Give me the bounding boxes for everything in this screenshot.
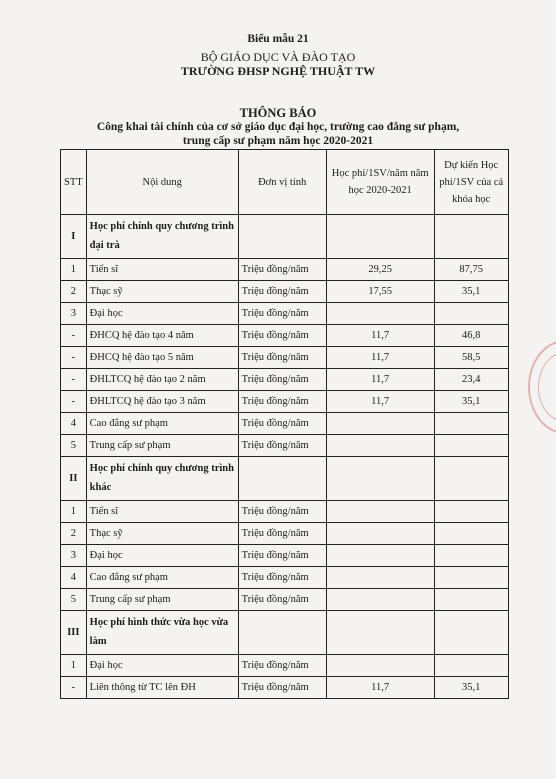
cell-unit: Triệu đồng/năm bbox=[238, 589, 326, 611]
cell-fee-per-year bbox=[326, 589, 434, 611]
cell-content: Học phí hình thức vừa học vừa làm bbox=[86, 611, 238, 655]
notice-subtitle-line2: trung cấp sư phạm năm học 2020-2021 bbox=[182, 135, 374, 147]
cell-unit: Triệu đồng/năm bbox=[238, 567, 326, 589]
cell-content: Đại học bbox=[86, 655, 238, 677]
table-header-row bbox=[61, 150, 509, 215]
cell-unit: Triệu đồng/năm bbox=[238, 677, 326, 699]
column-header-fee-per-course: Dự kiến Học phí/1SV của cả khóa học bbox=[434, 150, 508, 215]
cell-content: Học phí chính quy chương trình khác bbox=[86, 457, 238, 501]
cell-fee-per-year bbox=[326, 303, 434, 325]
cell-stt: 1 bbox=[61, 655, 87, 677]
table-row bbox=[61, 303, 509, 325]
cell-fee-per-year bbox=[326, 523, 434, 545]
cell-fee-per-course bbox=[434, 655, 508, 677]
column-header-unit: Đơn vị tính bbox=[238, 150, 326, 215]
cell-fee-per-year bbox=[326, 611, 434, 655]
cell-stt: II bbox=[61, 457, 87, 501]
cell-stt: I bbox=[61, 215, 87, 259]
cell-unit: Triệu đồng/năm bbox=[238, 347, 326, 369]
cell-stt: 3 bbox=[61, 303, 87, 325]
cell-content: Tiến sĩ bbox=[86, 259, 238, 281]
cell-unit: Triệu đồng/năm bbox=[238, 545, 326, 567]
cell-fee-per-course: 23,4 bbox=[434, 369, 508, 391]
cell-unit bbox=[238, 611, 326, 655]
table-row bbox=[61, 567, 509, 589]
cell-fee-per-course bbox=[434, 457, 508, 501]
cell-unit: Triệu đồng/năm bbox=[238, 259, 326, 281]
table-row bbox=[61, 347, 509, 369]
cell-content: Cao đẳng sư phạm bbox=[86, 413, 238, 435]
cell-unit bbox=[238, 457, 326, 501]
cell-content: Thạc sỹ bbox=[86, 281, 238, 303]
cell-content: ĐHLTCQ hệ đào tạo 3 năm bbox=[86, 391, 238, 413]
cell-unit: Triệu đồng/năm bbox=[238, 391, 326, 413]
cell-unit bbox=[238, 215, 326, 259]
cell-unit: Triệu đồng/năm bbox=[238, 281, 326, 303]
table-row bbox=[61, 655, 509, 677]
red-seal-stamp bbox=[528, 340, 556, 434]
cell-content: Trung cấp sư phạm bbox=[86, 589, 238, 611]
cell-content: Đại học bbox=[86, 545, 238, 567]
cell-stt: - bbox=[61, 369, 87, 391]
cell-unit: Triệu đồng/năm bbox=[238, 303, 326, 325]
cell-fee-per-year: 11,7 bbox=[326, 677, 434, 699]
cell-fee-per-year bbox=[326, 413, 434, 435]
table-section-row bbox=[61, 611, 509, 655]
table-row bbox=[61, 501, 509, 523]
table-row bbox=[61, 523, 509, 545]
cell-fee-per-course bbox=[434, 523, 508, 545]
cell-content: ĐHCQ hệ đào tạo 4 năm bbox=[86, 325, 238, 347]
cell-unit: Triệu đồng/năm bbox=[238, 523, 326, 545]
cell-fee-per-course bbox=[434, 567, 508, 589]
cell-stt: 3 bbox=[61, 545, 87, 567]
cell-fee-per-course bbox=[434, 435, 508, 457]
cell-fee-per-year: 11,7 bbox=[326, 369, 434, 391]
cell-content: ĐHCQ hệ đào tạo 5 năm bbox=[86, 347, 238, 369]
cell-stt: 4 bbox=[61, 567, 87, 589]
cell-fee-per-course bbox=[434, 545, 508, 567]
cell-content: Học phí chính quy chương trình đại trà bbox=[86, 215, 238, 259]
notice-title: THÔNG BÁO bbox=[239, 106, 317, 120]
cell-content: Trung cấp sư phạm bbox=[86, 435, 238, 457]
cell-unit: Triệu đồng/năm bbox=[238, 413, 326, 435]
cell-fee-per-course: 58,5 bbox=[434, 347, 508, 369]
table-row bbox=[61, 259, 509, 281]
cell-unit: Triệu đồng/năm bbox=[238, 655, 326, 677]
cell-stt: - bbox=[61, 677, 87, 699]
table-row bbox=[61, 325, 509, 347]
form-number: Biểu mẫu 21 bbox=[247, 33, 309, 45]
cell-fee-per-course bbox=[434, 215, 508, 259]
cell-fee-per-course: 35,1 bbox=[434, 677, 508, 699]
table-row bbox=[61, 589, 509, 611]
column-header-content: Nội dung bbox=[86, 150, 238, 215]
table-row bbox=[61, 369, 509, 391]
table-row bbox=[61, 281, 509, 303]
table-row bbox=[61, 545, 509, 567]
cell-stt: 1 bbox=[61, 259, 87, 281]
ministry-name: BỘ GIÁO DỤC VÀ ĐÀO TẠO bbox=[200, 50, 356, 64]
school-name: TRƯỜNG ĐHSP NGHỆ THUẬT TW bbox=[180, 64, 376, 78]
cell-stt: - bbox=[61, 391, 87, 413]
cell-fee-per-course bbox=[434, 589, 508, 611]
cell-fee-per-course bbox=[434, 501, 508, 523]
cell-content: Cao đẳng sư phạm bbox=[86, 567, 238, 589]
cell-fee-per-year bbox=[326, 545, 434, 567]
column-header-fee-per-year: Học phí/1SV/năm năm học 2020-2021 bbox=[326, 150, 434, 215]
cell-fee-per-year bbox=[326, 655, 434, 677]
cell-content: Tiến sĩ bbox=[86, 501, 238, 523]
cell-fee-per-year bbox=[326, 215, 434, 259]
table-row bbox=[61, 413, 509, 435]
table-row bbox=[61, 435, 509, 457]
cell-fee-per-course: 35,1 bbox=[434, 391, 508, 413]
table-row bbox=[61, 391, 509, 413]
cell-content: Thạc sỹ bbox=[86, 523, 238, 545]
table-row bbox=[61, 677, 509, 699]
cell-fee-per-year: 29,25 bbox=[326, 259, 434, 281]
cell-fee-per-course: 46,8 bbox=[434, 325, 508, 347]
cell-unit: Triệu đồng/năm bbox=[238, 325, 326, 347]
cell-content: Đại học bbox=[86, 303, 238, 325]
cell-fee-per-course: 35,1 bbox=[434, 281, 508, 303]
cell-fee-per-year bbox=[326, 435, 434, 457]
cell-unit: Triệu đồng/năm bbox=[238, 501, 326, 523]
cell-fee-per-course bbox=[434, 303, 508, 325]
cell-fee-per-year: 17,55 bbox=[326, 281, 434, 303]
cell-stt: 2 bbox=[61, 523, 87, 545]
cell-unit: Triệu đồng/năm bbox=[238, 369, 326, 391]
column-header-stt: STT bbox=[61, 150, 87, 215]
cell-fee-per-course: 87,75 bbox=[434, 259, 508, 281]
cell-stt: III bbox=[61, 611, 87, 655]
table-section-row bbox=[61, 457, 509, 501]
cell-fee-per-year bbox=[326, 501, 434, 523]
cell-content: Liên thông từ TC lên ĐH bbox=[86, 677, 238, 699]
cell-fee-per-year: 11,7 bbox=[326, 347, 434, 369]
cell-fee-per-year bbox=[326, 567, 434, 589]
cell-stt: 4 bbox=[61, 413, 87, 435]
cell-stt: 5 bbox=[61, 589, 87, 611]
cell-unit: Triệu đồng/năm bbox=[238, 435, 326, 457]
tuition-fee-table bbox=[60, 149, 509, 699]
cell-stt: - bbox=[61, 325, 87, 347]
cell-stt: - bbox=[61, 347, 87, 369]
cell-fee-per-year bbox=[326, 457, 434, 501]
cell-stt: 2 bbox=[61, 281, 87, 303]
cell-fee-per-year: 11,7 bbox=[326, 325, 434, 347]
cell-fee-per-course bbox=[434, 413, 508, 435]
cell-stt: 5 bbox=[61, 435, 87, 457]
cell-content: ĐHLTCQ hệ đào tạo 2 năm bbox=[86, 369, 238, 391]
cell-stt: 1 bbox=[61, 501, 87, 523]
cell-fee-per-course bbox=[434, 611, 508, 655]
notice-subtitle-line1: Công khai tài chính của cơ sở giáo dục đại học, trường cao đẳng sư phạm, bbox=[96, 121, 460, 133]
cell-fee-per-year: 11,7 bbox=[326, 391, 434, 413]
table-section-row bbox=[61, 215, 509, 259]
